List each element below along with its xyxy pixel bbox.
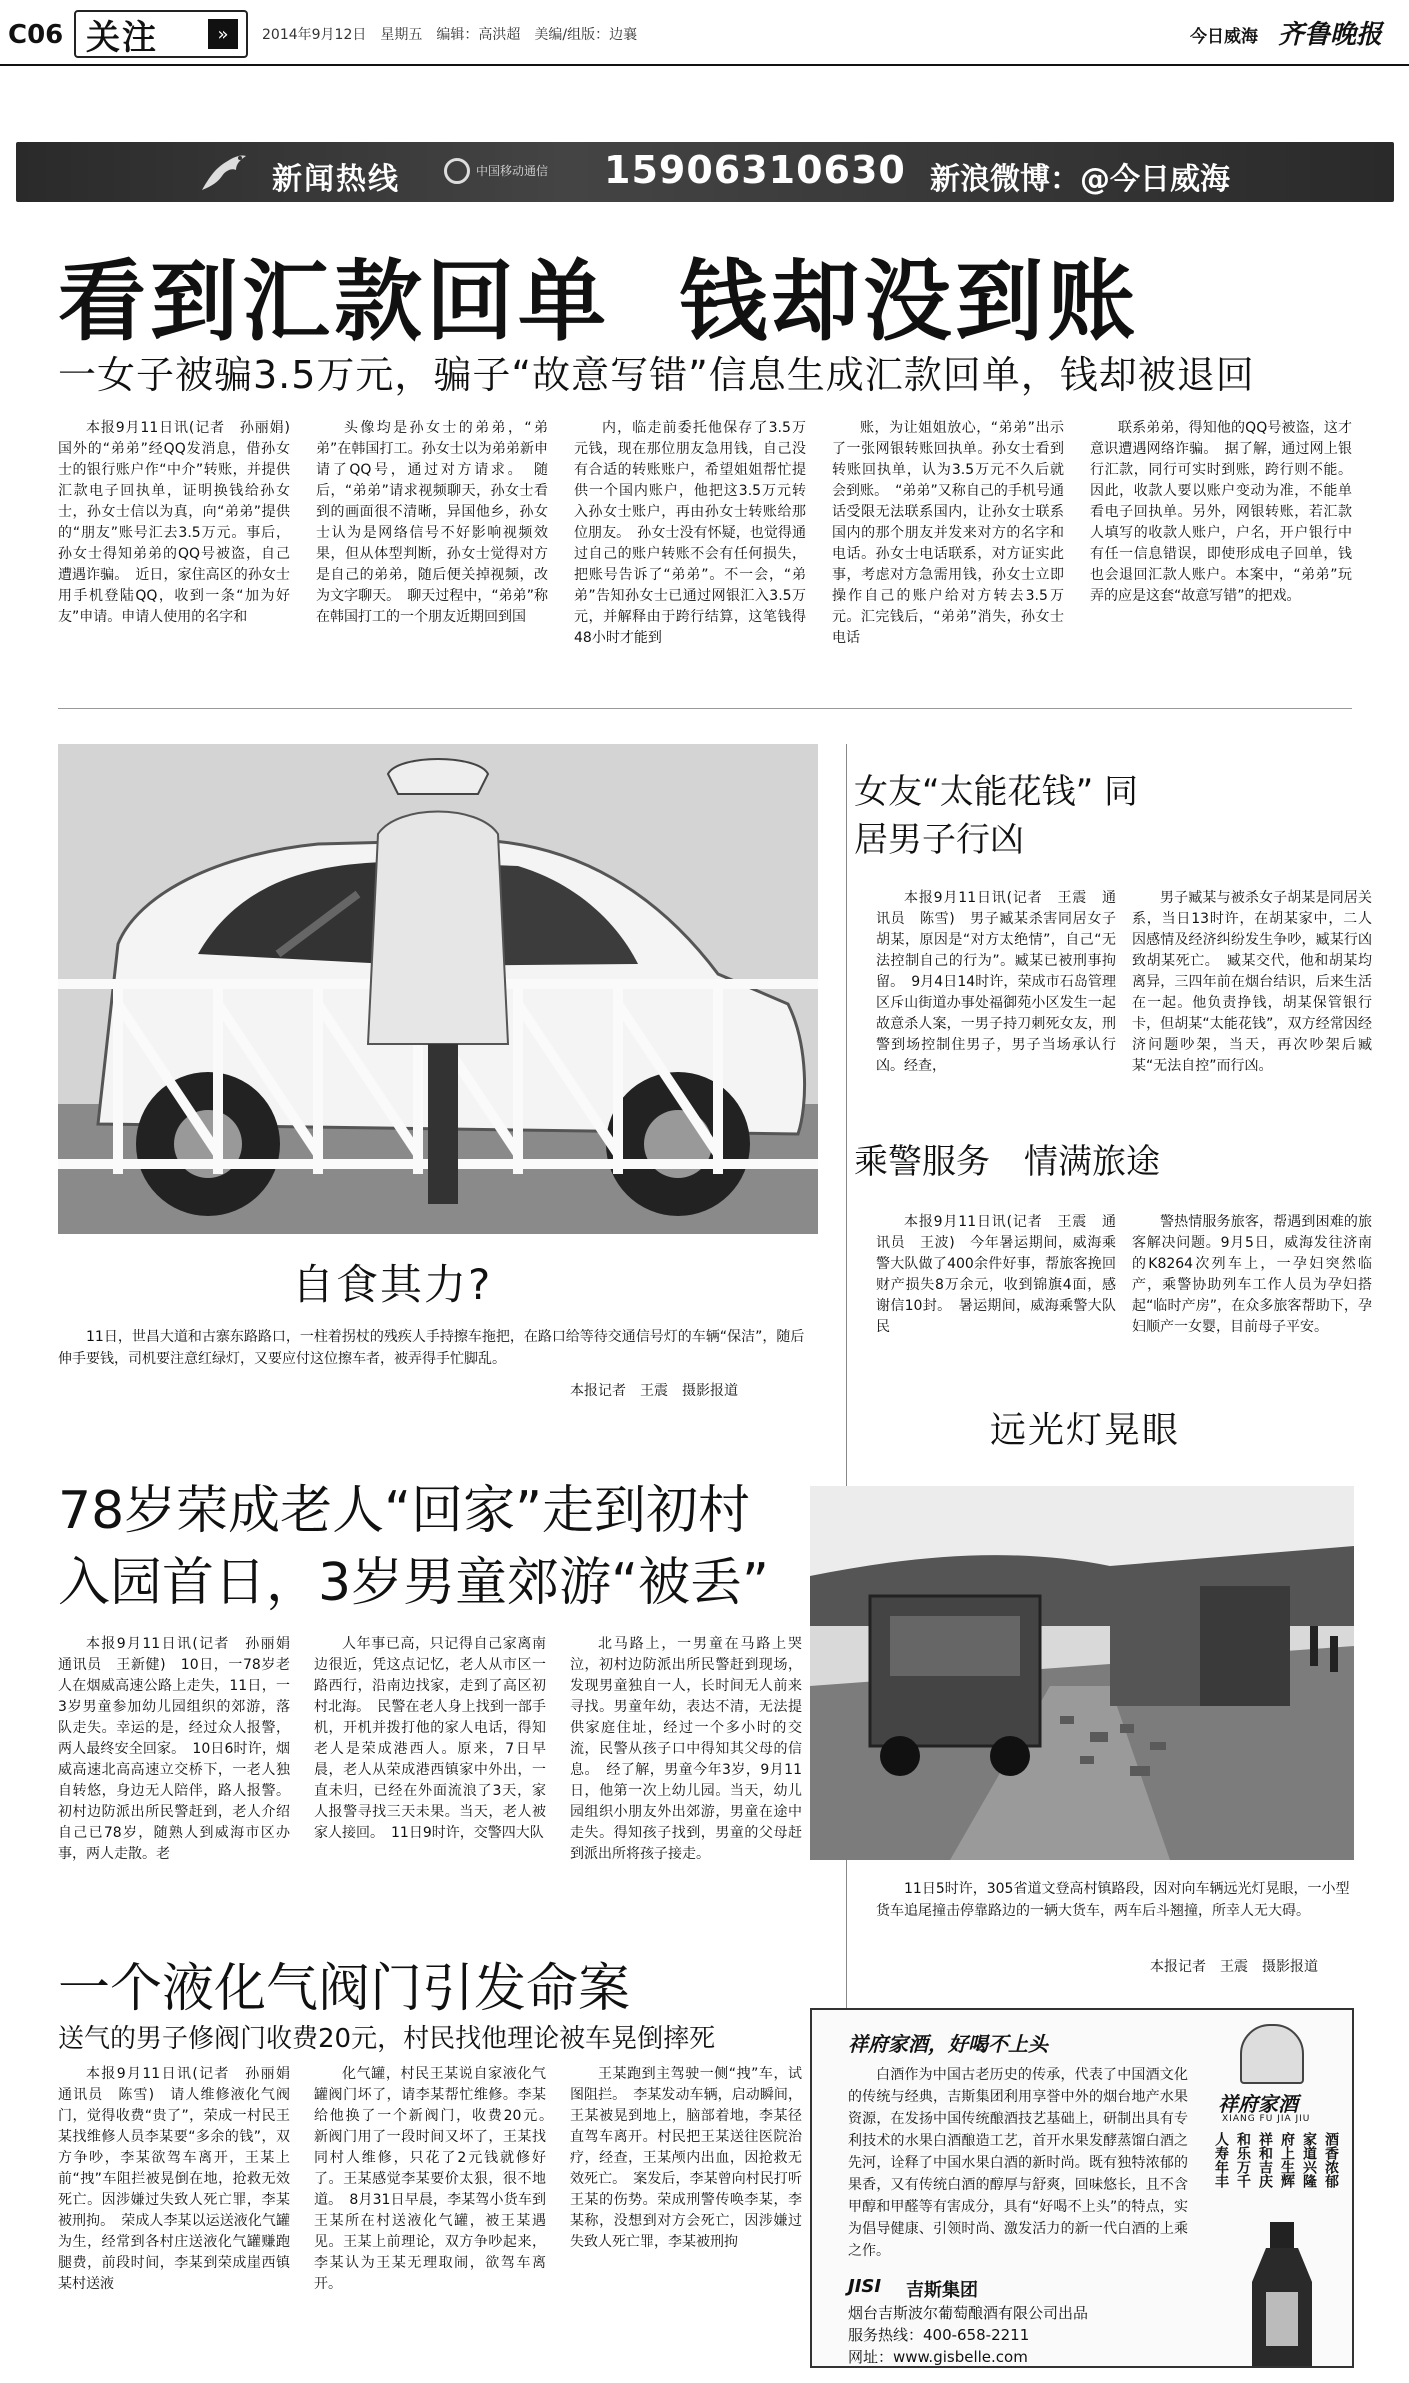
brand-small: 今日威海 (1190, 27, 1258, 47)
sponsor-name: 中国移动通信 (476, 164, 549, 178)
photo2-credit: 本报记者 王震 摄影报道 (1150, 1959, 1318, 1975)
ad-hotline: 服务热线：400-658-2211 (848, 2326, 1030, 2344)
ad-poem-line: 和乐万千 (1235, 2132, 1251, 2188)
photo-car-cleaner (58, 744, 818, 1234)
page-number: C06 (8, 20, 64, 50)
weibo-handle: 新浪微博：@今日威海 (930, 162, 1230, 197)
hotline-banner (16, 142, 1394, 202)
story5-headline: 一个液化气阀门引发命案 (58, 1959, 631, 2019)
ad-company-logo: JISI (848, 2276, 882, 2297)
lead-col-5: 联系弟弟，得知他的QQ号被盗，这才意识遭遇网络诈骗。 据了解，通过网上银行汇款，同行可实时到账，跨行则不能。因此，收款人要以账户变动为准，不能单看电子回执单。另外，网银转账，若汇款人填写的收款人账户，户名，开户银行中有任一信息错误，即使形成电子回单，钱也会退回汇款人账户。本案中，“弟弟”玩弄的应是这套“故意写错”的把戏。 (1090, 420, 1352, 604)
photo1-credit: 本报记者 王震 摄影报道 (570, 1383, 738, 1399)
story4-col-2: 人年事已高，只记得自己家离南边很近，凭这点记忆，老人从市区一路西行，沿南边找家，走到了高区初村北海。 民警在老人身上找到一部手机，开机并拨打他的家人电话，得知老人是荣成港西人。原来，7日早晨，老人从荣成港西镇家中外出，一直未归，已经在外面流浪了3天，家人报警寻找三天未果。当天，老人被家人接回。 11日9时许，交警四大队 (314, 1636, 546, 1841)
story5-subhead: 送气的男子修阀门收费20元，村民找他理论被车晃倒摔死 (58, 2024, 716, 2054)
ad-brand-pinyin: XIANG FU JIA JIU (1222, 2114, 1311, 2124)
story3-headline: 乘警服务 情满旅途 (854, 1142, 1160, 1182)
lead-bottom-rule (58, 708, 1352, 709)
section-title: 关注 (86, 17, 158, 58)
photo2-caption: 11日5时许，305省道文登高村镇路段，因对向车辆远光灯晃眼，一小型货车追尾撞击停靠路边的一辆大货车，两车后斗翘撞，所幸人无大碍。 (876, 1881, 1350, 1919)
newspaper-logo: 齐鲁晚报 (1278, 20, 1383, 50)
photo-truck-accident (810, 1486, 1354, 1860)
story4-col-1: 本报9月11日讯(记者 孙丽娟 通讯员 王新健) 10日，一78岁老人在烟威高速公路上走失，11日，一3岁男童参加幼儿园组织的郊游，落队走失。幸运的是，经过众人报警，两人最终安全回家。 10日6时许，烟威高速北高高速立交桥下，一老人独自转悠，身边无人陪伴，路人报警。初村边防派出所民警赶到，老人介绍自己已78岁，随熟人到威海市区办事，两人走散。老 (58, 1636, 304, 1862)
photo1-title: 自食其力? (292, 1260, 493, 1309)
story2-col-1: 本报9月11日讯(记者 王震 通讯员 陈雪) 男子臧某杀害同居女子胡某，原因是“对方太绝情”，自己“无法控制自己的行为”。臧某已被刑事拘留。 9月4日14时许，荣成市石岛管理区斥山街道办事处福御苑小区发生一起故意杀人案，一男子持刀刺死女友，刑警到场控制住男子，男子当场承认行凶。经查， (876, 890, 1116, 1074)
story5-col-2: 化气罐，村民王某说自家液化气罐阀门坏了，请李某帮忙维修。李某给他换了一个新阀门，收费20元。 新阀门用了一段时间又坏了，王某找同村人维修，只花了2元钱就修好了。王某感觉李某要价太狠，很不地道。 8月31日早晨，李某驾小货车到王某所在村送液化气罐，被王某遇见。王某上前理论，双方争吵起来，李某认为王某无理取闹，欲驾车离开。 (314, 2066, 560, 2292)
ad-poem-line: 家道兴隆 (1301, 2132, 1317, 2188)
hotline-phone: 15906310630 (604, 148, 906, 192)
right-col-divider (846, 744, 847, 2164)
ad-poem-line: 人寿年丰 (1213, 2132, 1229, 2188)
ad-bottle-icon (1242, 2222, 1322, 2366)
ad-body: 白酒作为中国古老历史的传承，代表了中国酒文化的传统与经典，吉斯集团利用享誉中外的烟台地产水果资源，在发扬中国传统酿酒技艺基础上，研制出具有专利技术的水果白酒酿造工艺，首开水果发酵蒸馏白酒之先河，诠释了中国水果白酒的新时尚。既有独特浓郁的果香，又有传统白酒的醇厚与舒爽，回味悠长，且不含甲醇和甲醛等有害成分，具有“好喝不上头”的特点，实为倡导健康、引领时尚、激发活力的新一代白酒的上乘之作。 (848, 2067, 1188, 2259)
lead-col-2: 头像均是孙女士的弟弟，“弟弟”在韩国打工。孙女士以为弟弟新申请了QQ号，通过对方请求。 随后，“弟弟”请求视频聊天，孙女士看到的画面很不清晰，异国他乡，孙女士认为是网络信号不好影响视频效果，但从体型判断，孙女士觉得对方是自己的弟弟，随后便关掉视频，改为文字聊天。 聊天过程中，“弟弟”称在韩国打工的一个朋友近期回到国 (316, 420, 548, 625)
story2-col-2: 男子臧某与被杀女子胡某是同居关系，当日13时许，在胡某家中，二人因感情及经济纠纷发生争吵，臧某行凶致胡某死亡。 臧某交代，他和胡某均离异，三四年前在烟台结识，后来生活在一起。他负责挣钱，胡某保管银行卡，但胡某“太能花钱”，双方经常因经济问题吵架，当天，再次吵架后臧某“无法自控”而行凶。 (1132, 890, 1372, 1074)
lead-col-4: 账，为让姐姐放心，“弟弟”出示了一张网银转账回执单。孙女士看到转账回执单，认为3.5万元不久后就会到账。 “弟弟”又称自己的手机号通话受限无法联系国内，让孙女士联系国内的那个朋友并发来对方的名字和电话。孙女士电话联系，对方证实此事，考虑对方急需用钱，孙女士立即操作自己的账户给对方转去3.5万元。汇完钱后，“弟弟”消失，孙女士电话 (832, 420, 1064, 646)
china-mobile-icon (444, 158, 470, 184)
ad-brand-emblem-icon (1240, 2024, 1304, 2084)
section-tag (74, 10, 248, 58)
lead-col-1: 本报9月11日讯(记者 孙丽娟) 国外的“弟弟”经QQ发消息，借孙女士的银行账户作“中介”转账，并提供汇款电子回执单，证明换钱给孙女士，孙女士信以为真，向“弟弟”提供的“朋友”账号汇去3.5万元。事后，孙女士得知弟弟的QQ号被盗，自己遭遇诈骗。 近日，家住高区的孙女士用手机登陆QQ，收到一条“加为好友”申请。申请人使用的名字和 (58, 420, 304, 625)
story4-headline-1: 78岁荣成老人“回家”走到初村 (58, 1481, 751, 1541)
story2-headline: 女友“太能花钱” 同居男子行凶 (854, 772, 1139, 860)
story5-col-1: 本报9月11日讯(记者 孙丽娟 通讯员 陈雪) 请人维修液化气阀门，觉得收费“贵了”，荣成一村民王某找维修人员李某要“多余的钱”，双方争吵，李某欲驾车离开，王某上前“拽”车阻拦被晃倒在地，抢救无效死亡。因涉嫌过失致人死亡罪，李某被刑拘。 荣成人李某以运送液化气罐为生，经常到各村庄送液化气罐赚跑腿费，前段时间，李某到荣成崖西镇某村送液 (58, 2066, 304, 2292)
header-meta: 2014年9月12日 星期五 编辑：高洪超 美编/组版：边襄 (262, 27, 638, 43)
lead-headline: 看到汇款回单 钱却没到账 (58, 250, 1140, 353)
story3-col-2: 警热情服务旅客，帮遇到困难的旅客解决问题。9月5日，威海发往济南的K8264次列车上，一孕妇突然临产，乘警协助列车工作人员为孕妇搭起“临时产房”，在众多旅客帮助下，孕妇顺产一女婴，目前母子平安。 (1132, 1214, 1372, 1335)
lead-subhead: 一女子被骗3.5万元，骗子“故意写错”信息生成汇款回单，钱却被退回 (58, 353, 1255, 397)
photo2-title: 远光灯晃眼 (990, 1410, 1181, 1451)
ad-company-name: 吉斯集团 (906, 2280, 978, 2301)
photo1-caption: 11日，世昌大道和古寨东路路口，一柱着拐杖的残疾人手持擦车拖把，在路口给等待交通信号灯的车辆“保洁”，随后伸手要钱，司机要注意红绿灯，又要应付这位擦车者，被弄得手忙脚乱。 (58, 1329, 805, 1367)
ad-maker: 烟台吉斯波尔葡萄酿酒有限公司出品 (848, 2304, 1089, 2322)
ad-brand-name: 祥府家酒 (1218, 2092, 1298, 2116)
hotline-label: 新闻热线 (272, 162, 400, 197)
ad-poem-line: 祥和吉庆 (1257, 2132, 1273, 2188)
ad-slogan: 祥府家酒，好喝不上头 (848, 2032, 1048, 2056)
chevron-right-icon: » (208, 19, 238, 49)
story5-col-3: 王某跑到主驾驶一侧“拽”车，试图阻拦。 李某发动车辆，启动瞬间，王某被晃到地上，脑部着地，李某径直驾车离开。村民把王某送往医院治疗，经查，王某颅内出血，因抢救无效死亡。 案发后，李某曾向村民打听王某的伤势。荣成刑警传唤李某，李某称，没想到对方会死亡，因涉嫌过失致人死亡罪，李某被刑拘 (570, 2066, 802, 2250)
liquor-ad (810, 2008, 1354, 2368)
ad-poem-line: 酒香浓郁 (1323, 2132, 1339, 2188)
ad-website: 网址：www.gisbelle.com (848, 2348, 1028, 2366)
story4-col-3: 北马路上，一男童在马路上哭泣，初村边防派出所民警赶到现场，发现男童独自一人，长时间无人前来寻找。男童年幼，表达不清，无法提供家庭住址，经过一个多小时的交流，民警从孩子口中得知其父母的信息。 经了解，男童今年3岁，9月11日，他第一次上幼儿园。当天，幼儿园组织小朋友外出郊游，男童在途中走失。得知孩子找到，男童的父母赶到派出所将孩子接走。 (570, 1636, 802, 1862)
ad-poem-line: 府上生辉 (1279, 2132, 1295, 2188)
story4-headline-2: 入园首日，3岁男童郊游“被丢” (58, 1553, 769, 1613)
lead-col-3: 内，临走前委托他保存了3.5万元钱，现在那位朋友急用钱，自己没有合适的转账账户，希望姐姐帮忙提供一个国内账户，他把这3.5万元转入孙女士账户，再由孙女士转账给那位朋友。 孙女士没有怀疑，也觉得通过自己的账户转账不会有任何损失，把账号告诉了“弟弟”。不一会，“弟弟”告知孙女士已通过网银汇入3.5万元，并解释由于跨行结算，这笔钱得48小时才能到 (574, 420, 806, 646)
header-rule (0, 64, 1409, 66)
story3-col-1: 本报9月11日讯(记者 王震 通讯员 王波) 今年暑运期间，威海乘警大队做了400余件好事，帮旅客挽回财产损失8万余元，收到锦旗4面，感谢信10封。 暑运期间，威海乘警大队民 (876, 1214, 1116, 1335)
ad-poem (1212, 2132, 1340, 2188)
horse-logo-icon (196, 146, 250, 198)
